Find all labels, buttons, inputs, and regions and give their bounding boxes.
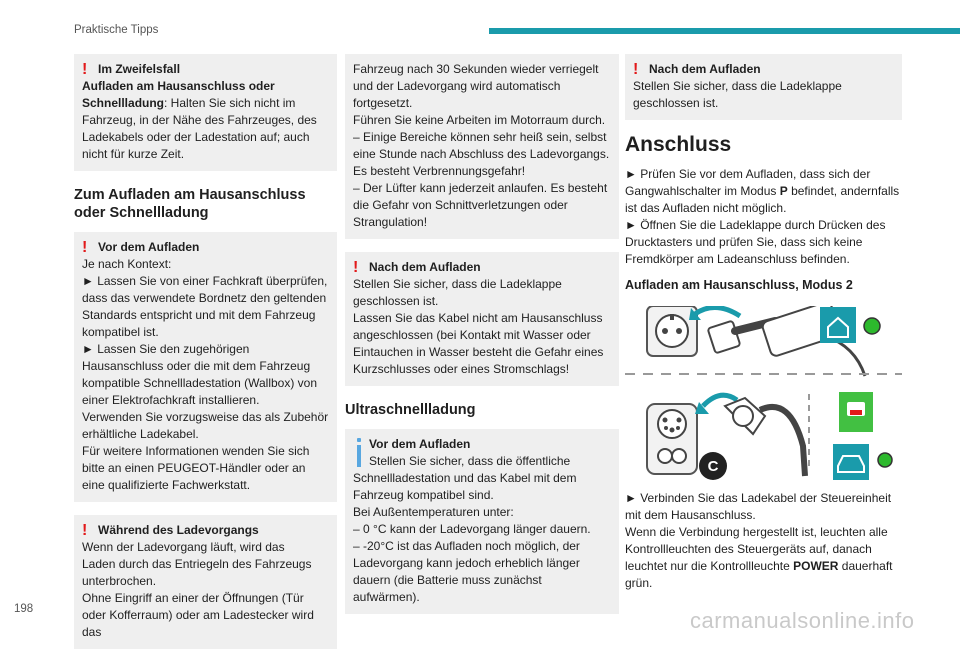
green-indicator-icon-2 [878,453,892,467]
info-box-before-charging [345,429,619,614]
header-accent-bar [489,28,960,34]
warning-box-after-charging-2 [625,54,902,120]
green-indicator-icon [864,318,880,334]
lock-indicator-icon [839,392,873,432]
paragraph-open-flap: ► Öffnen Sie die Ladeklappe durch Drücken des Drucktasters und prüfen Sie, dass sich keine Fremdkörper am Ladeanschluss befinden. [625,218,886,266]
letter-c-label: C [707,458,719,475]
box-title: Vor dem Aufladen [98,240,200,254]
warning-icon: ! [82,522,88,539]
arrow-icon [695,307,740,316]
box-title: Im Zweifelsfall [98,62,181,76]
warning-icon: ! [82,239,88,256]
box-title: Nach dem Aufladen [649,62,761,76]
box-body: Schnellladestation und das Kabel mit dem Fahrzeug kompatibel sind. Bei Außentemperaturen unter: – 0 °C kann der Ladevorgang länger dauern. – -20°C ist das Aufladen noch möglich, der Ladevorgang kann jedoch erheblich länger dauern (die Batterie muss zunächst aufwärmen). [353,471,591,604]
page-number: 198 [14,603,34,615]
box-line: Stellen Sie sicher, dass die öffentliche [369,454,571,468]
box-body: Laden durch das Entriegeln des Fahrzeugs unterbrochen. Ohne Eingriff an einer der Öffnungen (Tür oder Kofferraum) oder am Ladestecker wird das [82,557,314,639]
para-bold: P [779,184,788,198]
section-heading-connection: Anschluss [625,133,732,156]
para-text: befindet, andernfalls ist das Aufladen nicht möglich. [625,184,900,215]
box-bold-lead: Schnellladung [82,96,165,110]
column-3 [625,54,902,592]
continued-box [345,54,619,239]
para-text: ► Verbinden Sie das Ladekabel der Steuereinheit mit dem Hausanschluss. Wenn die Verbindung hergestellt ist, leuchten alle Kontrollleuchten des Steuergeräts auf, danach leuchtet nur die Kontrollleuchte [625,491,892,573]
para-text: ► Prüfen Sie vor dem Aufladen, dass sich der Gangwahlschalter im Modus [625,167,871,198]
box-title: Vor dem Aufladen [369,437,471,451]
box-line: Stellen Sie sicher, dass die Ladeklappe [353,277,562,291]
box-body: geschlossen ist. [633,96,719,110]
box-body: ► Lassen Sie von einer Fachkraft überprüfen, dass das verwendete Bordnetz den geltenden Standards entspricht und mit dem Fahrzeug kompatibel ist. ► Lassen Sie den zugehörigen Hausanschluss oder die mit dem Fahrzeug kompatible Schnellladestation (Wallbox) von einer Elektrofachkraft installieren. Verwenden Sie vorzugsweise das als Zubehör erhältliche Ladekabel. Für weitere Informationen wenden Sie sich bitte an einen PEUGEOT-Händler oder an eine qualifizierte Fachwerkstatt. [82,274,329,492]
charging-diagram [625,306,902,486]
watermark: carmanualsonline.info [690,608,915,633]
box-text [82,95,329,163]
box-line: Stellen Sie sicher, dass die Ladeklappe [633,79,842,93]
subheading-mode-2: Aufladen am Hausanschluss, Modus 2 [625,278,853,292]
box-body: Fahrzeug nach 30 Sekunden wieder verriegelt und der Ladevorgang wird automatisch fortgesetzt. Führen Sie keine Arbeiten im Motorraum durch. – Einige Bereiche können sehr heiß sein, selbst eine Stunde nach Abschluss des Ladevorgangs. Es besteht Verbrennungsgefahr! – Der Lüfter kann jederzeit anlaufen. Es besteht die Gefahr von Schnittverletzungen oder Strangulation! [353,62,610,229]
car-icon [833,444,869,480]
warning-box-after-charging [345,252,619,386]
para-text: dauerhaft grün. [625,559,893,590]
warning-box-doubt [74,54,337,171]
section-heading-ultrafast: Ultraschnellladung [345,402,476,418]
charging-illustration [625,306,902,486]
type2-plug-icon [725,398,805,476]
warning-box-before-charging [74,232,337,502]
household-socket-icon [647,306,697,356]
paragraph-gear-check [625,166,902,217]
column-2 [345,54,619,627]
home-icon [820,307,856,343]
box-line: Je nach Kontext: [82,257,172,271]
box-line: Wenn der Ladevorgang läuft, wird das [82,540,285,554]
section-heading-home-charging: Zum Aufladen am Hausanschluss oder Schnellladung [74,187,306,221]
box-title: Nach dem Aufladen [369,260,481,274]
column-1 [74,54,337,662]
box-body: geschlossen ist. Lassen Sie das Kabel nicht am Hausanschluss angeschlossen (bei Kontakt mit Wasser oder Eintauchen in Wasser besteht die Gefahr eines Kurzschlusses oder eines Stromschlags! [353,294,604,376]
header-section-title: Praktische Tipps [74,24,159,36]
info-icon [353,436,369,470]
warning-icon: ! [633,61,639,78]
box-body: : Halten Sie sich nicht im Fahrzeug, in der Nähe des Fahrzeuges, des Ladekabels oder der Ladestation auf; auch nicht für kurze Zeit. [82,96,317,161]
paragraph-connect-cable [625,490,902,592]
vehicle-socket-icon [647,404,697,474]
box-subtitle: Aufladen am Hausanschluss oder [82,79,275,93]
warning-box-during-charging [74,515,337,649]
warning-icon: ! [353,259,359,276]
letter-c-badge-icon [699,452,727,480]
para-bold: POWER [793,559,839,573]
box-title: Während des Ladevorgangs [98,523,259,537]
warning-icon: ! [82,61,88,78]
